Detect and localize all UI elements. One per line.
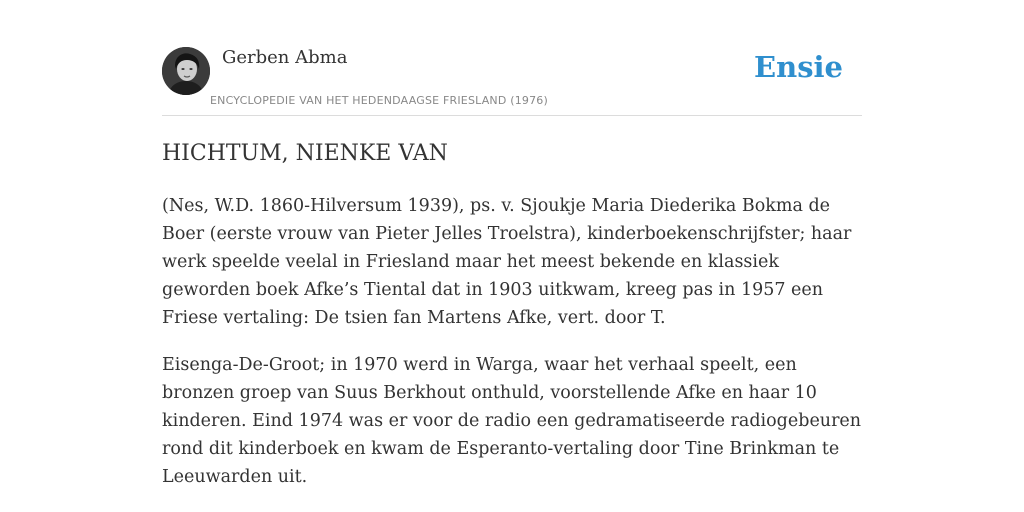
article-title: HICHTUM, NIENKE VAN [162, 141, 448, 166]
article-paragraph-1: (Nes, W.D. 1860-Hilversum 1939), ps. v. Sjoukje Maria Diederika Bokma de Boer (eerste vrouw van Pieter Jelles Troelstra), kinderboekenschrijfster; haar werk speelde veelal in Friesland maar het meest bekende en klassiek geworden boek Afke’s Tiental dat in 1903 uitkwam, kreeg pas in 1957 een Friese vertaling: De tsien fan Martens Afke, vert. door T. [162, 196, 852, 328]
author-name[interactable]: Gerben Abma [222, 47, 348, 68]
ensie-logo[interactable]: Ensie [754, 50, 843, 84]
article-header [162, 46, 862, 116]
author-avatar[interactable] [162, 47, 210, 95]
author-portrait-icon [162, 47, 210, 95]
source-label[interactable]: ENCYCLOPEDIE VAN HET HEDENDAAGSE FRIESLAND (1976) [210, 94, 549, 107]
article-paragraph-2: Eisenga-De-Groot; in 1970 werd in Warga, waar het verhaal speelt, een bronzen groep van Suus Berkhout onthuld, voorstellende Afke en haar 10 kinderen. Eind 1974 was er voor de radio een gedramatiseerde radiogebeuren rond dit kinderboek en kwam de Esperanto-vertaling door Tine Brinkman te Leeuwarden uit. [162, 355, 862, 487]
